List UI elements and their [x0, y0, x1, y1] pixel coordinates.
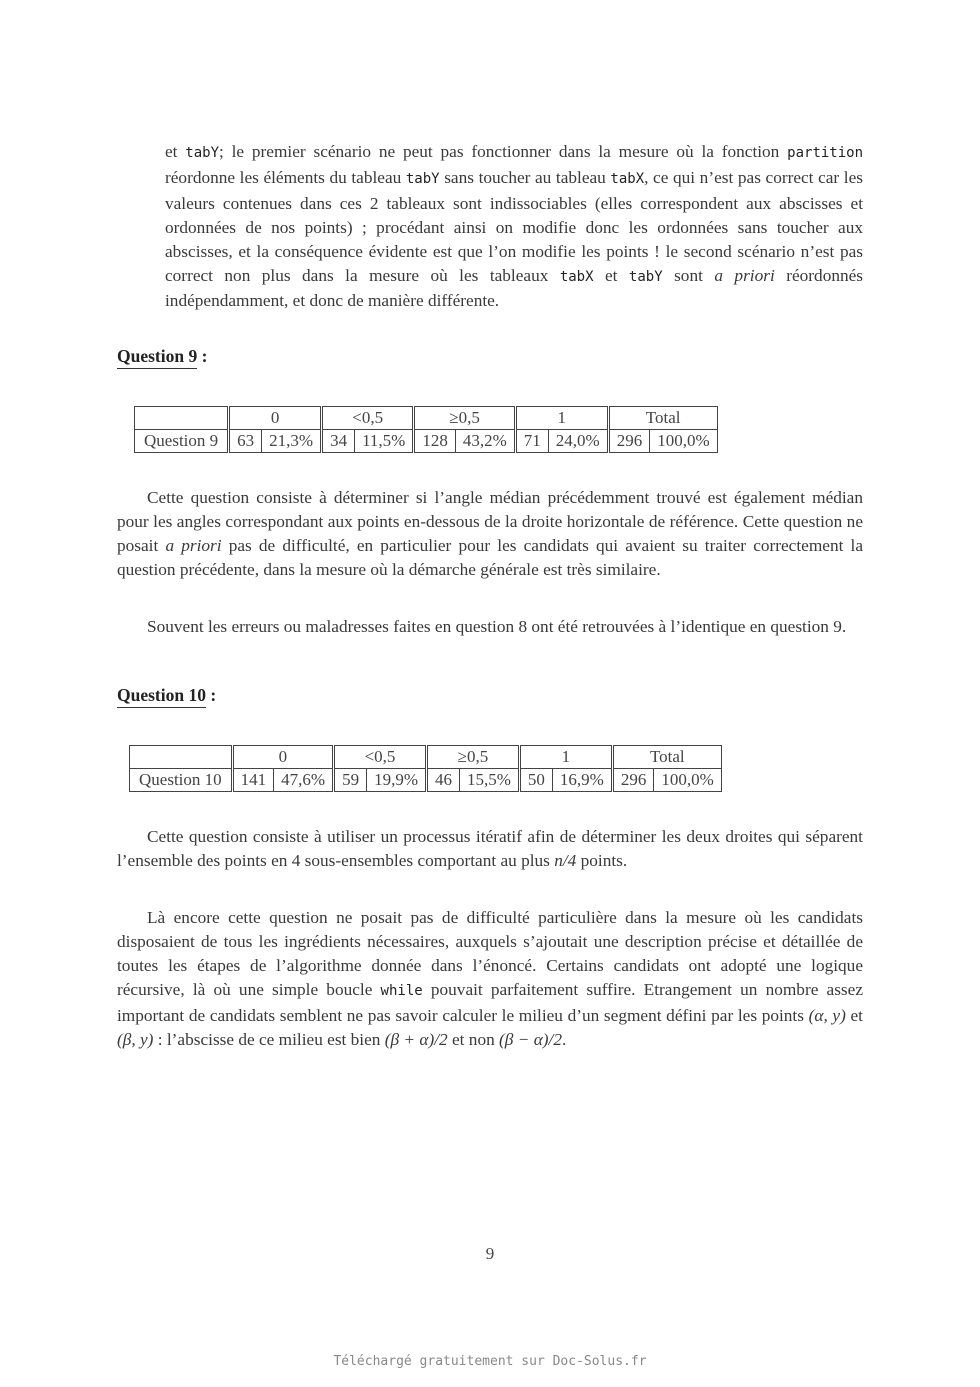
percent-cell: 19,9%: [367, 769, 427, 792]
header-cell: 0: [229, 407, 322, 430]
text: réordonnés indépendamment, et donc de manière différente.: [165, 265, 864, 311]
math-sum-half: (β + α)/2: [384, 1029, 448, 1049]
header-cell: <0,5: [334, 746, 427, 769]
count-cell: 296: [612, 769, 654, 792]
question10-paragraph-2: [117, 906, 863, 1051]
percent-cell: 16,9%: [552, 769, 612, 792]
count-cell: 59: [334, 769, 367, 792]
count-cell: 141: [232, 769, 274, 792]
percent-cell: 100,0%: [650, 430, 717, 453]
text: .: [561, 1029, 567, 1049]
header-cell: Total: [612, 746, 721, 769]
heading-colon: :: [205, 685, 217, 705]
text: et: [593, 265, 629, 285]
code-tabY: tabY: [405, 170, 440, 187]
math-point-beta: (β, y): [117, 1029, 154, 1049]
math-diff-half: (β − α)/2: [499, 1029, 562, 1049]
text: Cette question consiste à utiliser un processus itératif afin de déterminer les deux droites qui séparent l’ensemble des points en 4 sous-ensembles comportant au plus: [117, 827, 863, 870]
header-cell: Total: [608, 407, 717, 430]
math-point-alpha: (α, y): [808, 1005, 846, 1025]
text: et: [845, 1005, 863, 1025]
table-row: [135, 430, 718, 453]
math-n-over-4: n/4: [554, 850, 577, 870]
percent-cell: 11,5%: [355, 430, 414, 453]
percent-cell: 24,0%: [548, 430, 608, 453]
text: points.: [576, 850, 628, 870]
header-cell: 0: [232, 746, 333, 769]
text: et non: [447, 1029, 500, 1049]
text: réordonne les éléments du tableau: [165, 167, 406, 187]
text: sans toucher au tableau: [439, 167, 611, 187]
question10-paragraph-1: [117, 825, 863, 873]
row-label: Question 9: [135, 430, 229, 453]
header-cell: <0,5: [322, 407, 414, 430]
count-cell: 34: [322, 430, 355, 453]
header-cell: [130, 746, 233, 769]
text: Là encore cette question ne posait pas de difficulté particulière dans la mesure où les candidats disposaient de tous les ingrédients nécessaires, auxquels s’ajoutait une description précise et détaillée de toutes les étapes de l’algorithme donnée dans l’énoncé. Certains candidats ont adopté une logique récursive, là où une simple boucle: [117, 908, 863, 999]
table-header-row: [135, 407, 718, 430]
page-number: 9: [485, 1244, 495, 1263]
count-cell: 296: [608, 430, 650, 453]
count-cell: 50: [519, 769, 552, 792]
percent-cell: 21,3%: [262, 430, 322, 453]
code-tabX: tabX: [559, 268, 594, 285]
question9-paragraph-1: [117, 486, 863, 582]
header-cell: ≥0,5: [426, 746, 519, 769]
percent-cell: 47,6%: [274, 769, 334, 792]
percent-cell: 15,5%: [459, 769, 519, 792]
count-cell: 128: [414, 430, 456, 453]
code-tabX: tabX: [610, 170, 645, 187]
heading-colon: :: [197, 346, 208, 366]
code-while: while: [380, 982, 423, 999]
question9-results-table: [134, 406, 718, 453]
header-cell: ≥0,5: [414, 407, 515, 430]
heading-text: Question 10: [117, 685, 206, 708]
code-partition: partition: [787, 145, 864, 161]
italic-a-priori: a priori: [714, 265, 775, 285]
text: et: [165, 142, 186, 161]
header-cell: [135, 407, 229, 430]
text: pouvait parfaitement suffire. Etrangement un nombre assez important de candidats semblent ne pas savoir calculer le milieu d’un segment défini par les points: [117, 979, 864, 1025]
count-cell: 63: [229, 430, 262, 453]
footer-watermark: Téléchargé gratuitement sur Doc-Solus.fr: [333, 1354, 647, 1369]
text: Cette question consiste à déterminer si l’angle médian précédemment trouvé est également médian pour les angles correspondant aux points en-dessous de la droite horizontale de référence. Cette question ne posait: [117, 488, 863, 555]
table-row: [130, 769, 722, 792]
count-cell: 46: [426, 769, 459, 792]
row-label: Question 10: [130, 769, 233, 792]
text: , ce qui n’est pas correct car les valeurs contenues dans ces 2 tableaux sont indissociables (elles correspondent aux abscisses et ordonnées de nos points) ; procédant ainsi on modifie donc les ordonnées sans toucher aux abscisses, et la conséquence évidente est que l’on modifie les points ! le second scénario n’est pas correct non plus dans la mesure où les tableaux: [165, 167, 863, 285]
header-cell: 1: [519, 746, 612, 769]
percent-cell: 43,2%: [455, 430, 515, 453]
question10-heading: [117, 685, 216, 706]
intro-paragraph: [165, 140, 863, 313]
text: sont: [662, 265, 715, 285]
question10-results-table: [129, 745, 722, 792]
header-cell: 1: [515, 407, 608, 430]
code-tabY: tabY: [628, 268, 663, 285]
question9-heading: [117, 346, 207, 367]
question9-paragraph-2: Souvent les erreurs ou maladresses faites en question 8 ont été retrouvées à l’identique en question 9.: [147, 617, 847, 636]
count-cell: 71: [515, 430, 548, 453]
percent-cell: 100,0%: [654, 769, 721, 792]
heading-text: Question 9: [117, 346, 197, 369]
italic-a-priori: a priori: [165, 535, 222, 555]
text: ; le premier scénario ne peut pas fonctionner dans la mesure où la fonction: [219, 142, 788, 161]
code-tabY: tabY: [185, 145, 220, 161]
text: : l’abscisse de ce milieu est bien: [153, 1029, 385, 1049]
text: pas de difficulté, en particulier pour les candidats qui avaient su traiter correctement la question précédente, dans la mesure où la démarche générale est très similaire.: [117, 535, 863, 579]
table-header-row: [130, 746, 722, 769]
